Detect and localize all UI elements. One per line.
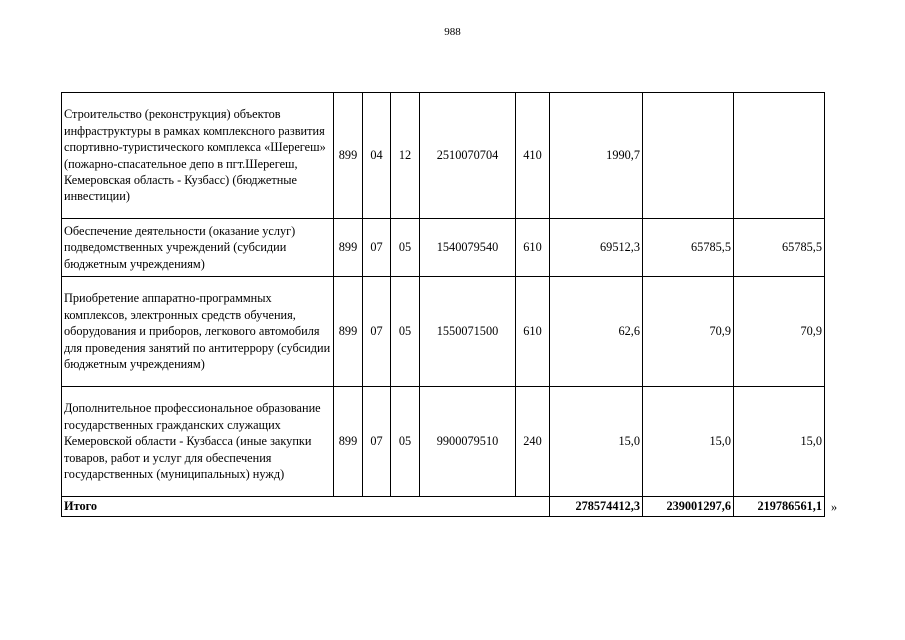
expense-type-code: 610: [516, 277, 550, 387]
budget-table: [61, 92, 825, 517]
ministry-code: 899: [334, 387, 363, 497]
total-year-3: 219786561,1: [734, 497, 825, 517]
section-code: 07: [363, 219, 391, 277]
subsection-code: 05: [391, 387, 420, 497]
expense-type-code: 610: [516, 219, 550, 277]
total-label: Итого: [62, 497, 334, 517]
row-description: Обеспечение деятельности (оказание услуг) подведомственных учреждений (субсидии бюджетным учреждениям): [62, 219, 334, 277]
row-description: Дополнительное профессиональное образование государственных гражданских служащих Кемеровской области - Кузбасса (иные закупки товаров, работ и услуг для обеспечения государственных (муниципальных) нужд): [62, 387, 334, 497]
amount-year-3: 65785,5: [734, 219, 825, 277]
amount-year-3: 15,0: [734, 387, 825, 497]
amount-year-1: 15,0: [550, 387, 643, 497]
closing-quote: »: [831, 500, 838, 514]
ministry-code: 899: [334, 219, 363, 277]
row-description: Приобретение аппаратно-программных комплексов, электронных средств обучения, оборудования и приборов, легкового автомобиля для проведения занятий по антитеррору (субсидии бюджетным учреждениям): [62, 277, 334, 387]
amount-year-1: 1990,7: [550, 93, 643, 219]
amount-year-1: 62,6: [550, 277, 643, 387]
subsection-code: 12: [391, 93, 420, 219]
empty-cell: [420, 497, 516, 517]
section-code: 07: [363, 277, 391, 387]
empty-cell: [334, 497, 363, 517]
table-row: [62, 219, 825, 277]
table-row: [62, 387, 825, 497]
section-code: 04: [363, 93, 391, 219]
ministry-code: 899: [334, 277, 363, 387]
total-year-2: 239001297,6: [643, 497, 734, 517]
total-year-1: 278574412,3: [550, 497, 643, 517]
target-article-code: 2510070704: [420, 93, 516, 219]
table-row: [62, 277, 825, 387]
empty-cell: [363, 497, 391, 517]
expense-type-code: 410: [516, 93, 550, 219]
amount-year-2: [643, 93, 734, 219]
amount-year-2: 70,9: [643, 277, 734, 387]
amount-year-3: [734, 93, 825, 219]
amount-year-2: 65785,5: [643, 219, 734, 277]
amount-year-1: 69512,3: [550, 219, 643, 277]
target-article-code: 1550071500: [420, 277, 516, 387]
subsection-code: 05: [391, 277, 420, 387]
row-description: Строительство (реконструкция) объектов инфраструктуры в рамках комплексного развития спортивно-туристического комплекса «Шерегеш» (пожарно-спасательное депо в пгт.Шерегеш, Кемеровская область - Кузбасс) (бюджетные инвестиции): [62, 93, 334, 219]
amount-year-2: 15,0: [643, 387, 734, 497]
section-code: 07: [363, 387, 391, 497]
ministry-code: 899: [334, 93, 363, 219]
empty-cell: [391, 497, 420, 517]
target-article-code: 1540079540: [420, 219, 516, 277]
subsection-code: 05: [391, 219, 420, 277]
total-row: [62, 497, 825, 517]
table-row: [62, 93, 825, 219]
target-article-code: 9900079510: [420, 387, 516, 497]
page-number: 988: [444, 26, 461, 38]
amount-year-3: 70,9: [734, 277, 825, 387]
expense-type-code: 240: [516, 387, 550, 497]
empty-cell: [516, 497, 550, 517]
